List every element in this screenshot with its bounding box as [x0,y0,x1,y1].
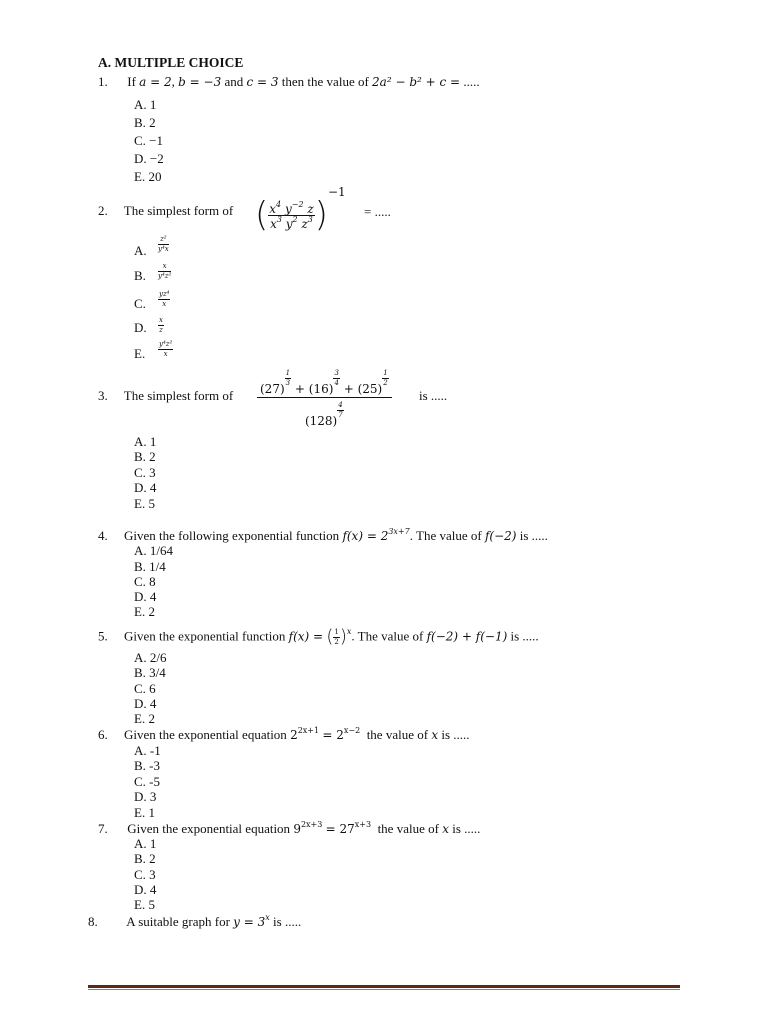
question-text: The simplest form of [123,203,234,218]
math-expression: f(x) = 2 [342,529,389,543]
question-number: 7. [98,821,108,836]
math-expression: ( $\frac{x^4 y^{-2} z}{x^3 y^2 z^3}$ )−1 [255,185,346,236]
option-a[interactable]: A. [134,243,147,258]
option-b[interactable]: B. -3 [134,758,160,773]
math-expression: c = 3 [246,75,279,89]
question-text: Given the exponential equation [127,821,291,836]
fraction: $\frac{x}{z}$ [159,316,163,334]
question-text: The simplest form of [123,388,234,403]
question-number: 4. [98,528,108,543]
equals-ellipsis: = ..... [364,204,391,219]
fraction: $\frac{\text{z²}}{\text{y⁴x}}$ [158,235,169,253]
option-e[interactable]: E. 2 [134,711,155,726]
option-a[interactable]: A. 1 [134,97,157,112]
fraction: $\frac{\text{y⁴z²}}{x}$ [159,340,173,358]
option-b[interactable]: B. 2 [134,449,156,464]
question-text: and [224,74,244,89]
math-expression: f(x) = [288,629,324,644]
question-text: Given the exponential function [124,628,286,644]
footer-rule [88,985,680,988]
option-e[interactable]: E. 1 [134,805,155,820]
option-a[interactable]: A. 1 [134,434,157,449]
option-c[interactable]: C. 3 [134,465,156,480]
question-6: 6. Given the exponential equation $2^{2x+1} = 2^{x-2}$ the value of x is ..... [98,726,470,742]
question-tail: is ..... [419,388,448,403]
option-c[interactable]: C. 8 [134,574,156,589]
fraction: $\frac{\text{yz⁴}}{x}$ [159,290,170,308]
option-d[interactable]: D. 4 [134,589,157,604]
math-expression: a = 2 [139,75,172,89]
fraction: $\frac{x}{\text{y⁴z²}}$ [158,262,172,280]
question-number: 2. [98,203,108,218]
option-c[interactable]: C. 6 [134,681,156,696]
option-e[interactable]: E. 20 [134,169,162,184]
math-expression: f(−2) [484,529,517,543]
option-d[interactable]: D. 3 [134,789,157,804]
question-7: 7. Given the exponential equation $9^{2x+3} = 27^{x+3}$ the value of x is ..... [98,820,481,836]
option-a[interactable]: A. 1 [134,836,157,851]
question-3 [98,389,233,402]
half-power: ( $\frac{1}{2}$ )$^x$ [326,626,352,648]
option-a[interactable]: A. -1 [134,743,161,758]
question-number: 5. [98,628,108,644]
question-text: A suitable graph for [126,914,230,929]
question-number: 3. [98,388,108,403]
question-4: 4. Given the following exponential function $f(x) = 2^{3x+7}$. The value of f(−2) is ..... [98,527,548,543]
option-c[interactable]: C. -5 [134,774,160,789]
question-text: then the value of [281,74,369,89]
option-a[interactable]: A. 2/6 [134,650,167,665]
option-d[interactable]: D. 4 [134,882,157,897]
question-8: 8. A suitable graph for $y = 3^x$ is ..... [88,913,302,929]
question-1: 1. If a = 2, b = −3 and c = 3 then the value of 2a² − b² + c = ..... [98,74,480,89]
option-c[interactable]: C. −1 [134,133,164,148]
ellipsis: ..... [463,74,480,89]
option-b[interactable]: B. 1/4 [134,559,166,574]
option-e[interactable]: E. 2 [134,604,155,619]
math-expression: 2a² − b² + c = [372,75,461,89]
question-number: 8. [88,914,98,929]
math-expression: (27) $\frac{1}{3}$ + (16) $\frac{3}{4}$ + (25) $\frac{1}{2}$ (128) $\frac{4}{7}$ [257,369,392,427]
option-c[interactable]: C. 3 [134,867,156,882]
question-text: If [127,74,136,89]
option-a[interactable]: A. 1/64 [134,543,173,558]
option-d[interactable]: D. [134,320,147,335]
question-number: 6. [98,727,108,742]
question-5: 5. Given the exponential function f(x) = ( $\frac{1}{2}$ )$^x$. The value of f(−2) + f(−1) is ..... [98,626,539,648]
option-b[interactable]: B. 3/4 [134,665,166,680]
option-b[interactable]: B. [134,268,146,283]
math-expression: f(−2) + f(−1) [426,629,508,644]
question-text: Given the exponential equation [124,727,287,742]
option-e[interactable]: E. 5 [134,496,155,511]
section-title: A. MULTIPLE CHOICE [98,55,244,70]
option-d[interactable]: D. 4 [134,696,157,711]
question-number: 1. [98,74,108,89]
question-text: Given the following exponential function [124,528,340,543]
option-c[interactable]: C. [134,296,146,311]
option-b[interactable]: B. 2 [134,851,156,866]
math-expression: b = −3 [178,75,222,89]
option-d[interactable]: D. 4 [134,480,157,495]
option-d[interactable]: D. −2 [134,151,164,166]
option-e[interactable]: E. [134,346,146,361]
question-2 [98,204,233,217]
option-e[interactable]: E. 5 [134,897,155,912]
footer-rule-accent [88,989,680,990]
option-b[interactable]: B. 2 [134,115,156,130]
